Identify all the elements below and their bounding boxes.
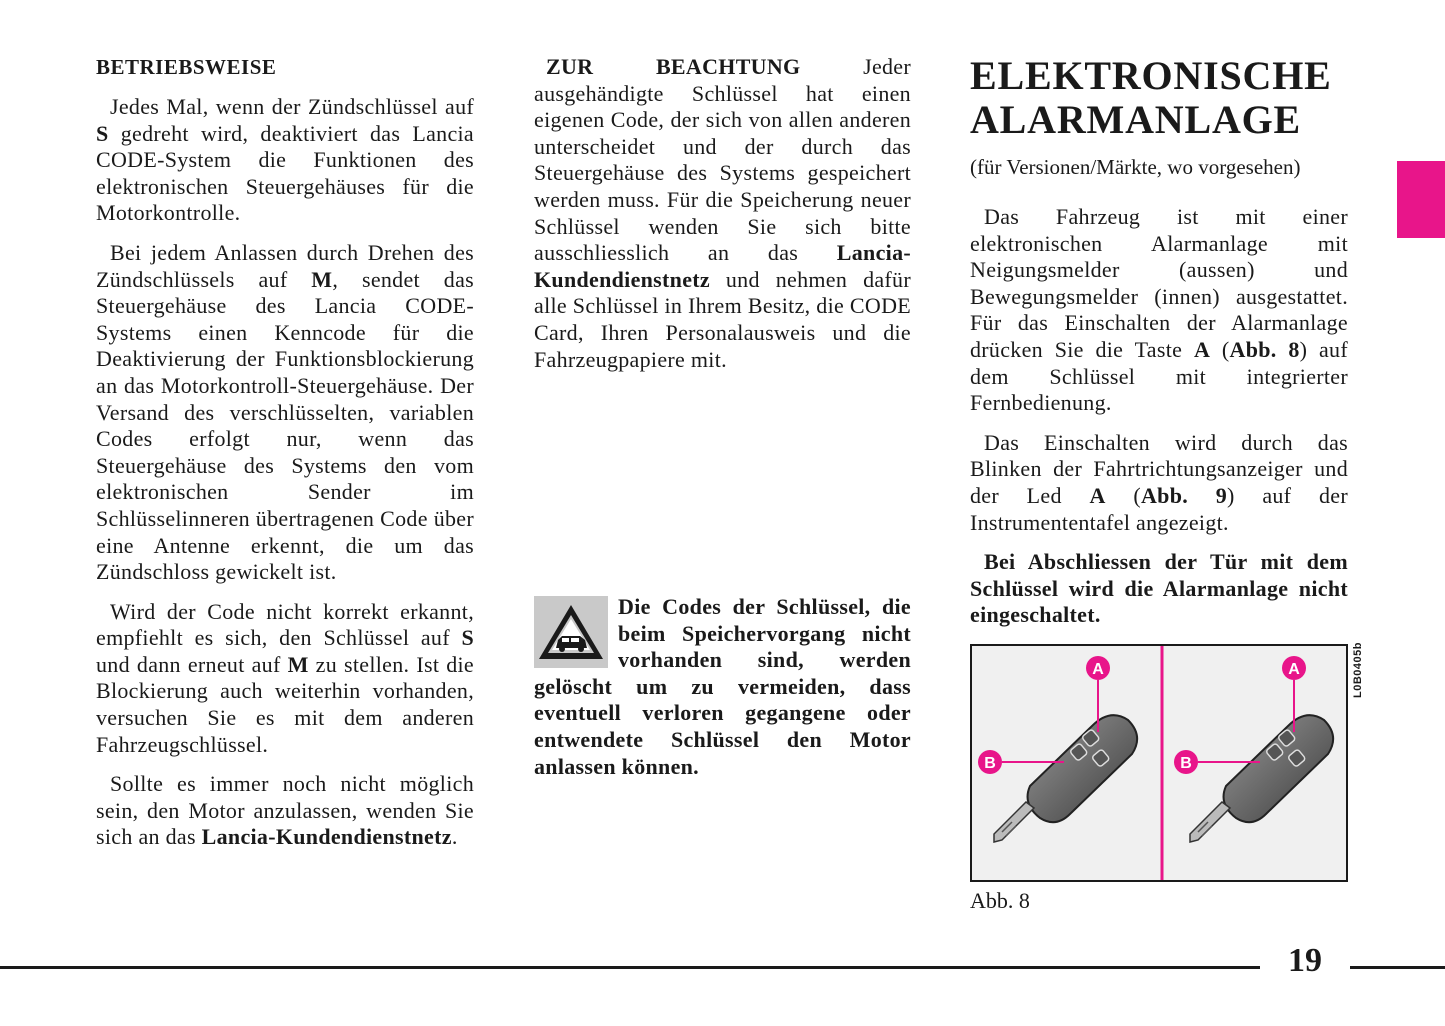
warning-text: Die Codes der Schlüssel, die beim Speichervorgang nicht vorhanden sind, werden gelöscht um zu vermeiden, dass eventuell verloren gegangene oder entwendete Schlüssel den Motor anlassen können. bbox=[534, 594, 911, 779]
section-heading-betriebsweise: BETRIEBSWEISE bbox=[96, 55, 277, 79]
footer-rule-left bbox=[0, 966, 1260, 969]
column-3 bbox=[970, 54, 1348, 642]
warning-block bbox=[534, 594, 911, 793]
figure-code: L0B0405b bbox=[1352, 642, 1364, 698]
figure-caption: Abb. 8 bbox=[970, 888, 1030, 913]
paragraph: Wird der Code nicht korrekt erkannt, empfiehlt es sich, den Schlüssel auf S und dann erneut auf M zu stellen. Ist die Blockierung auch weiterhin vorhanden, versuchen Sie es mit dem anderen Fahrzeugschlüssel. bbox=[96, 598, 474, 757]
svg-text:A: A bbox=[1288, 661, 1300, 678]
column-1 bbox=[96, 54, 474, 864]
svg-text:B: B bbox=[1180, 755, 1192, 772]
key-illustration bbox=[972, 646, 1346, 880]
subtitle: (für Versionen/Märkte, wo vorgesehen) bbox=[970, 155, 1301, 179]
paragraph: Sollte es immer noch nicht möglich sein, den Motor anzulassen, wenden Sie sich an das Lancia-Kundendienstnetz. bbox=[96, 771, 474, 850]
svg-text:B: B bbox=[984, 755, 996, 772]
paragraph: Jedes Mal, wenn der Zündschlüssel auf S gedreht wird, deaktiviert das Lancia CODE-System die Funktionen des elektronischen Steuergehäuses für die Motorkontrolle. bbox=[96, 94, 474, 226]
footer-rule-right bbox=[1350, 966, 1445, 969]
page-title bbox=[970, 54, 1348, 142]
title-line-2: ALARMANLAGE bbox=[970, 97, 1302, 142]
vehicle-warning-icon bbox=[534, 596, 608, 668]
paragraph: Bei jedem Anlassen durch Drehen des Zündschlüssels auf M, sendet das Steuergehäuse des Lancia CODE-Systems einen Kenncode für die Deaktivierung der Funktionsblockierung an das Motorkontroll-Steuergehäuse. Der Versand des verschlüsselten, variablen Codes erfolgt nur, wenn das Steuergehäuse des Systems den vom elektronischen Sender im Schlüsselinneren übertragenen Code über eine Antenne erkennt, die um das Zündschloss gewickelt ist. bbox=[96, 239, 474, 585]
column-2 bbox=[534, 54, 911, 386]
paragraph: Das Fahrzeug ist mit einer elektronischen Alarmanlage mit Neigungsmelder (aussen) und Bewegungsmelder (innen) ausgestattet. Für das Einschalten der Alarmanlage drücken Sie die Taste A (Abb. 8) auf dem Schlüssel mit integrierter Fernbedienung. bbox=[970, 204, 1348, 416]
page-number: 19 bbox=[1288, 942, 1322, 979]
paragraph: Das Einschalten wird durch das Blinken der Fahrtrichtungsanzeiger und der Led A (Abb. 9) auf der Instrumententafel angezeigt. bbox=[970, 429, 1348, 535]
key-figure bbox=[970, 644, 1348, 882]
note-paragraph: ZUR BEACHTUNG Jeder ausgehändigte Schlüssel hat einen eigenen Code, der sich von allen anderen unterscheidet und der durch das Steuergehäuse des Systems gespeichert werden muss. Für die Speicherung neuer Schlüssel wenden Sie sich bitte ausschliesslich an das Lancia-Kundendienstnetz und nehmen dafür alle Schlüssel in Ihrem Besitz, die CODE Card, Ihren Personalausweis und die Fahrzeugpapiere mit. bbox=[534, 54, 911, 372]
section-tab-marker bbox=[1397, 161, 1445, 238]
svg-text:A: A bbox=[1092, 661, 1104, 678]
title-line-1: ELEKTRONISCHE bbox=[970, 53, 1332, 98]
bold-notice: Bei Abschliessen der Tür mit dem Schlüssel wird die Alarmanlage nicht eingeschaltet. bbox=[970, 549, 1348, 628]
